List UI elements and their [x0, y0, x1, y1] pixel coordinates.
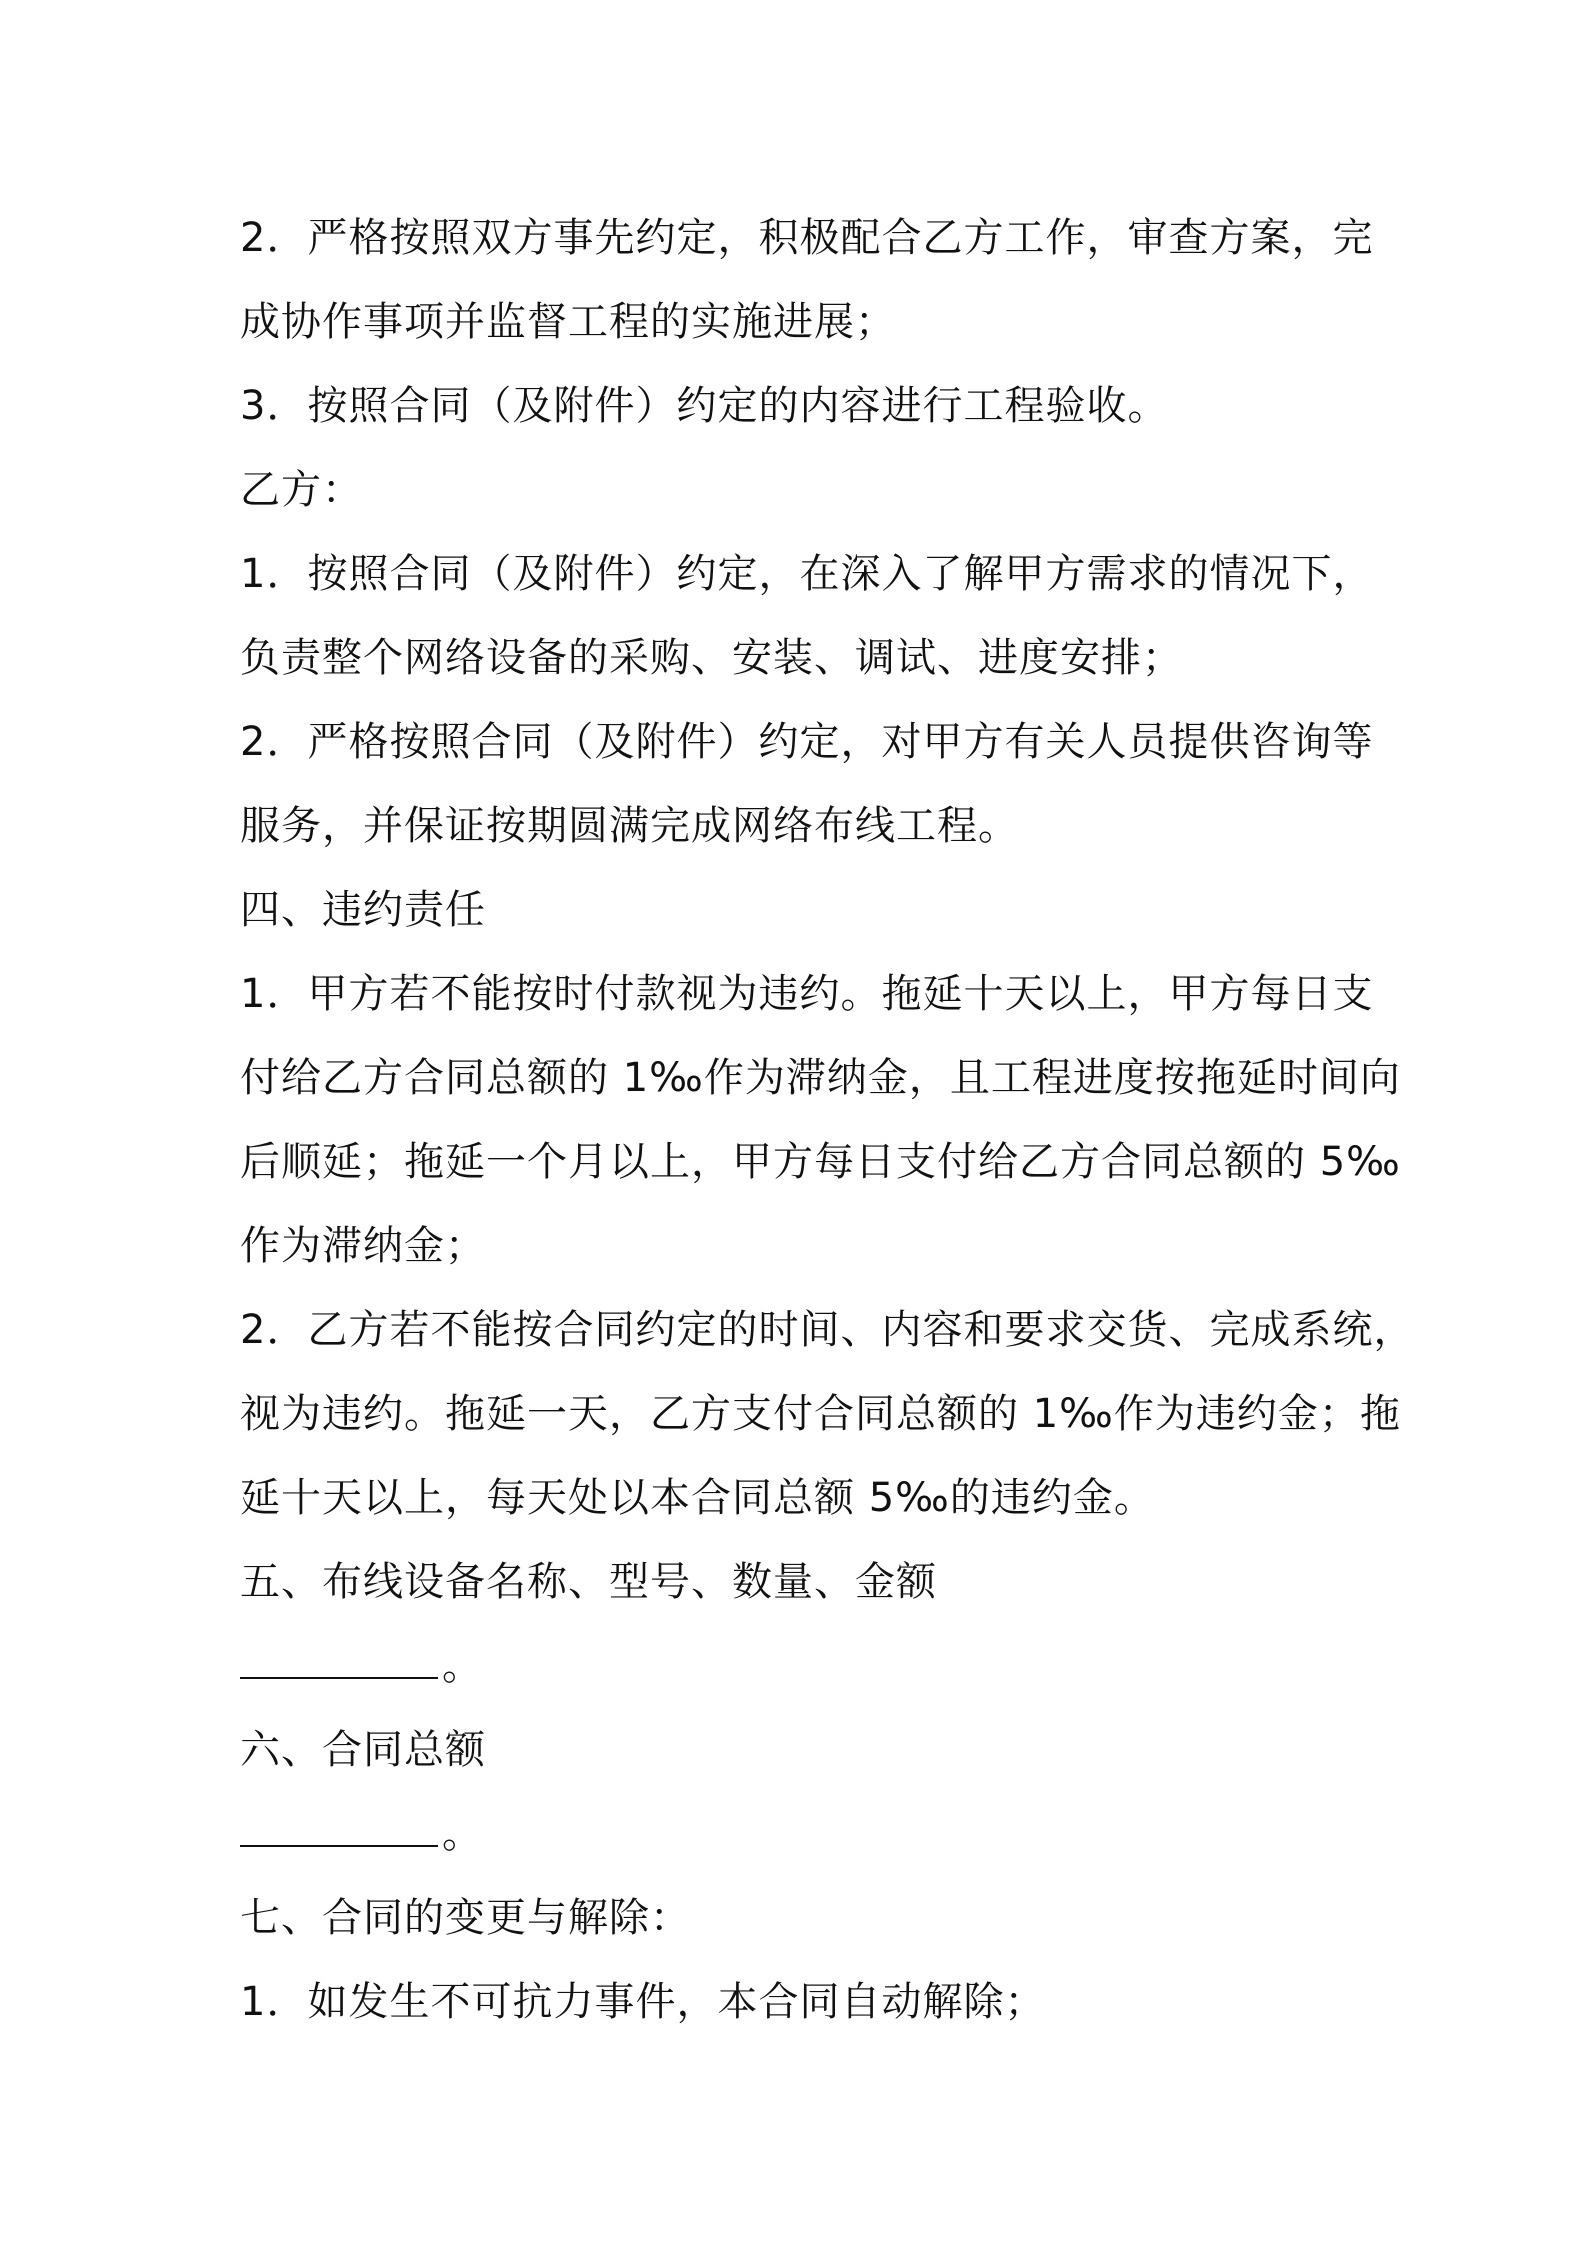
paragraph-line: 2．严格按照合同（及附件）约定，对甲方有关人员提供咨询等: [240, 719, 1374, 765]
blank-suffix: 。: [442, 1643, 482, 1689]
paragraph-line: 视为违约。拖延一天，乙方支付合同总额的 1‰作为违约金；拖: [240, 1391, 1401, 1437]
section-heading: 六、合同总额: [240, 1727, 486, 1773]
paragraph-line: 负责整个网络设备的采购、安装、调试、进度安排；: [240, 635, 1183, 681]
paragraph-line: 2．乙方若不能按合同约定的时间、内容和要求交货、完成系统，: [240, 1307, 1415, 1353]
paragraph-line: 后顺延；拖延一个月以上，甲方每日支付给乙方合同总额的 5‰: [240, 1139, 1401, 1185]
section-heading: 四、违约责任: [240, 887, 486, 933]
party-heading: 乙方：: [240, 467, 363, 513]
paragraph-line: 服务，并保证按期圆满完成网络布线工程。: [240, 803, 1019, 849]
paragraph-line: 2．严格按照双方事先约定，积极配合乙方工作，审查方案，完: [240, 215, 1374, 261]
paragraph-line: 成协作事项并监督工程的实施进展；: [240, 299, 896, 345]
blank-underline: [240, 1643, 438, 1679]
paragraph-line: 1．甲方若不能按时付款视为违约。拖延十天以上，甲方每日支: [240, 971, 1374, 1017]
section-heading: 七、合同的变更与解除：: [240, 1895, 691, 1941]
paragraph-line: 延十天以上，每天处以本合同总额 5‰的违约金。: [240, 1475, 1155, 1521]
fill-in-blank-line: [240, 1624, 1370, 1708]
fill-in-blank-line: [240, 1792, 1370, 1876]
paragraph-line: 付给乙方合同总额的 1‰作为滞纳金，且工程进度按拖延时间向: [240, 1055, 1401, 1101]
blank-underline: [240, 1811, 438, 1847]
section-heading: 五、布线设备名称、型号、数量、金额: [240, 1559, 937, 1605]
blank-suffix: 。: [442, 1811, 482, 1857]
paragraph-line: 1．如发生不可抗力事件，本合同自动解除；: [240, 1979, 1046, 2025]
document-body: [240, 196, 1415, 2044]
paragraph-line: 作为滞纳金；: [240, 1223, 486, 1269]
paragraph-line: 3．按照合同（及附件）约定的内容进行工程验收。: [240, 383, 1169, 429]
paragraph-line: 1．按照合同（及附件）约定，在深入了解甲方需求的情况下，: [240, 551, 1374, 597]
